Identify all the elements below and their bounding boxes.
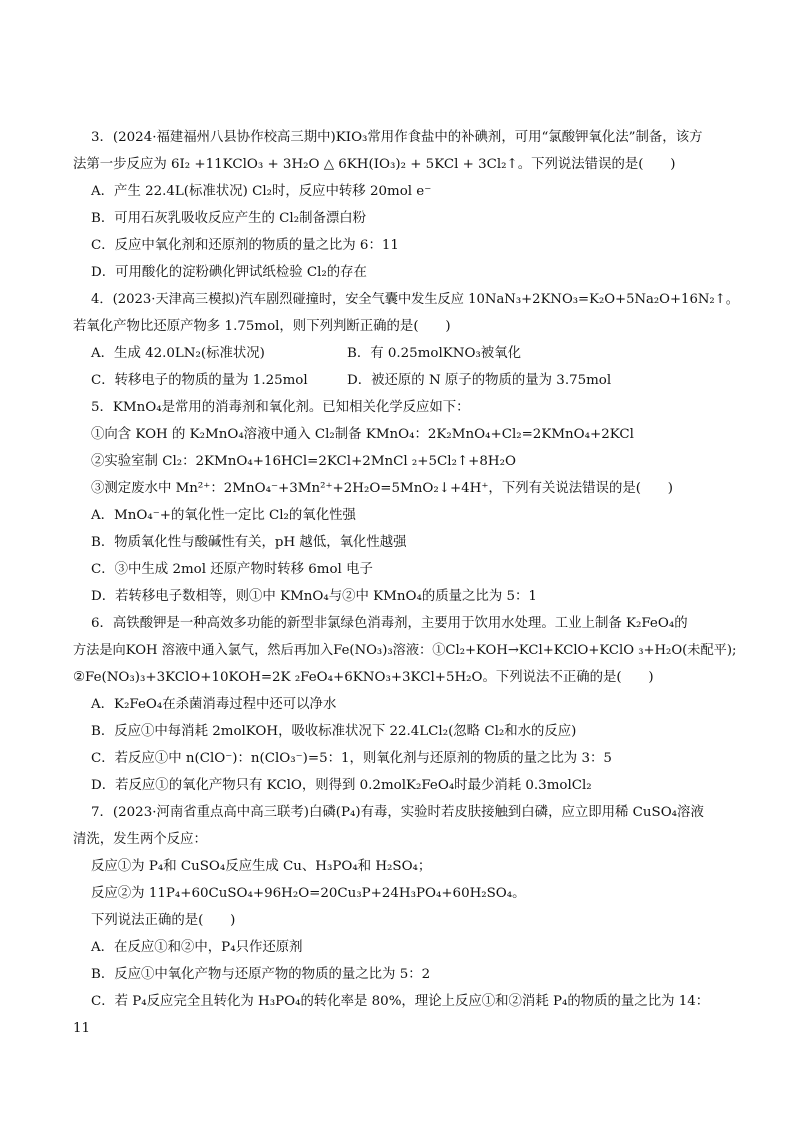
q5-reaction-1: ①向含 KOH 的 K₂MnO₄溶液中通入 Cl₂制备 KMnO₄：2K₂MnO₄+Cl₂=2KMnO₄+2KCl: [91, 427, 634, 442]
q7-option-c-line1: C．若 P₄反应完全且转化为 H₃PO₄的转化率是 80%，理论上反应①和②消耗 P₄的物质的量之比为 14：: [91, 994, 710, 1009]
q3-stem-line1: 3．(2024·福建福州八县协作校高三期中)KIO₃常用作食盐中的补碘剂，可用“氯酸钾氧化法”制备，该方: [91, 130, 703, 145]
q5-reaction-2: ②实验室制 Cl₂：2KMnO₄+16HCl=2KCl+2MnCl ₂+5Cl₂↑+8H₂O: [91, 454, 516, 469]
q7-option-a: A．在反应①和②中，P₄只作还原剂: [91, 940, 303, 955]
q6-option-b: B．反应①中每消耗 2molKOH，吸收标准状况下 22.4LCl₂(忽略 Cl₂和水的反应): [91, 724, 577, 739]
q7-question: 下列说法正确的是( ): [91, 913, 236, 928]
q3-option-a: A．产生 22.4L(标准状况) Cl₂时，反应中转移 20mol e⁻: [91, 184, 432, 199]
q4-option-b: B．有 0.25molKNO₃被氧化: [347, 346, 521, 361]
q5-stem: 5．KMnO₄是常用的消毒剂和氧化剂。已知相关化学反应如下：: [91, 400, 470, 415]
q5-option-d: D．若转移电子数相等，则①中 KMnO₄与②中 KMnO₄的质量之比为 5：1: [91, 589, 537, 604]
q6-option-d: D．若反应①的氧化产物只有 KClO，则得到 0.2molK₂FeO₄时最少消耗 0.3molCl₂: [91, 778, 592, 793]
q6-stem-line2: 方法是向KOH 溶液中通入氯气，然后再加入Fe(NO₃)₃溶液：①Cl₂+KOH→KCl+KClO+KClO ₃+H₂O(未配平);: [73, 643, 737, 658]
q5-option-a: A．MnO₄⁻+的氧化性一定比 Cl₂的氧化性强: [91, 508, 356, 523]
q4-option-d: D．被还原的 N 原子的物质的量为 3.75mol: [347, 373, 612, 388]
q4-option-a: A．生成 42.0LN₂(标准状况): [91, 346, 265, 361]
q3-option-b: B．可用石灰乳吸收反应产生的 Cl₂制备漂白粉: [91, 211, 367, 226]
q3-option-c: C．反应中氧化剂和还原剂的物质的量之比为 6：11: [91, 238, 399, 253]
q4-stem-line2: 若氧化产物比还原产物多 1.75mol，则下列判断正确的是( ): [73, 319, 451, 334]
q4-option-c: C．转移电子的物质的量为 1.25mol: [91, 373, 308, 388]
q3-stem-line2: 法第一步反应为 6I₂ +11KClO₃ + 3H₂O △ 6KH(IO₃)₂ + 5KCl + 3Cl₂↑。下列说法错误的是( ): [73, 157, 676, 172]
q7-option-c-line2: 11: [73, 1021, 91, 1036]
q5-option-c: C．③中生成 2mol 还原产物时转移 6mol 电子: [91, 562, 373, 577]
q7-stem-line2: 清洗，发生两个反应：: [73, 832, 207, 847]
q7-stem-line1: 7．(2023·河南省重点高中高三联考)白磷(P₄)有毒，实验时若皮肤接触到白磷，应立即用稀 CuSO₄溶液: [91, 805, 704, 820]
q4-stem-line1: 4．(2023·天津高三模拟)汽车剧烈碰撞时，安全气囊中发生反应 10NaN₃+2KNO₃=K₂O+5Na₂O+16N₂↑。: [91, 292, 739, 307]
q6-stem-line1: 6．高铁酸钾是一种高效多功能的新型非氯绿色消毒剂，主要用于饮用水处理。工业上制备 K₂FeO₄的: [91, 616, 688, 631]
q7-reaction-1: 反应①为 P₄和 CuSO₄反应生成 Cu、H₃PO₄和 H₂SO₄；: [91, 859, 432, 874]
q6-stem-line3: ②Fe(NO₃)₃+3KClO+10KOH=2K ₂FeO₄+6KNO₃+3KCl+5H₂O。下列说法不正确的是( ): [73, 670, 654, 685]
q6-option-a: A．K₂FeO₄在杀菌消毒过程中还可以净水: [91, 697, 337, 712]
q3-option-d: D．可用酸化的淀粉碘化钾试纸检验 Cl₂的存在: [91, 265, 367, 280]
q6-option-c: C．若反应①中 n(ClO⁻)：n(ClO₃⁻)=5：1，则氧化剂与还原剂的物质的量之比为 3：5: [91, 751, 612, 766]
q7-option-b: B．反应①中氧化产物与还原产物的物质的量之比为 5：2: [91, 967, 431, 982]
q5-reaction-3: ③测定废水中 Mn²⁺：2MnO₄⁻+3Mn²⁺+2H₂O=5MnO₂↓+4H⁺，下列有关说法错误的是( ): [91, 481, 673, 496]
q7-reaction-2: 反应②为 11P₄+60CuSO₄+96H₂O=20Cu₃P+24H₃PO₄+60H₂SO₄。: [91, 886, 526, 901]
q5-option-b: B．物质氧化性与酸碱性有关，pH 越低，氧化性越强: [91, 535, 407, 550]
